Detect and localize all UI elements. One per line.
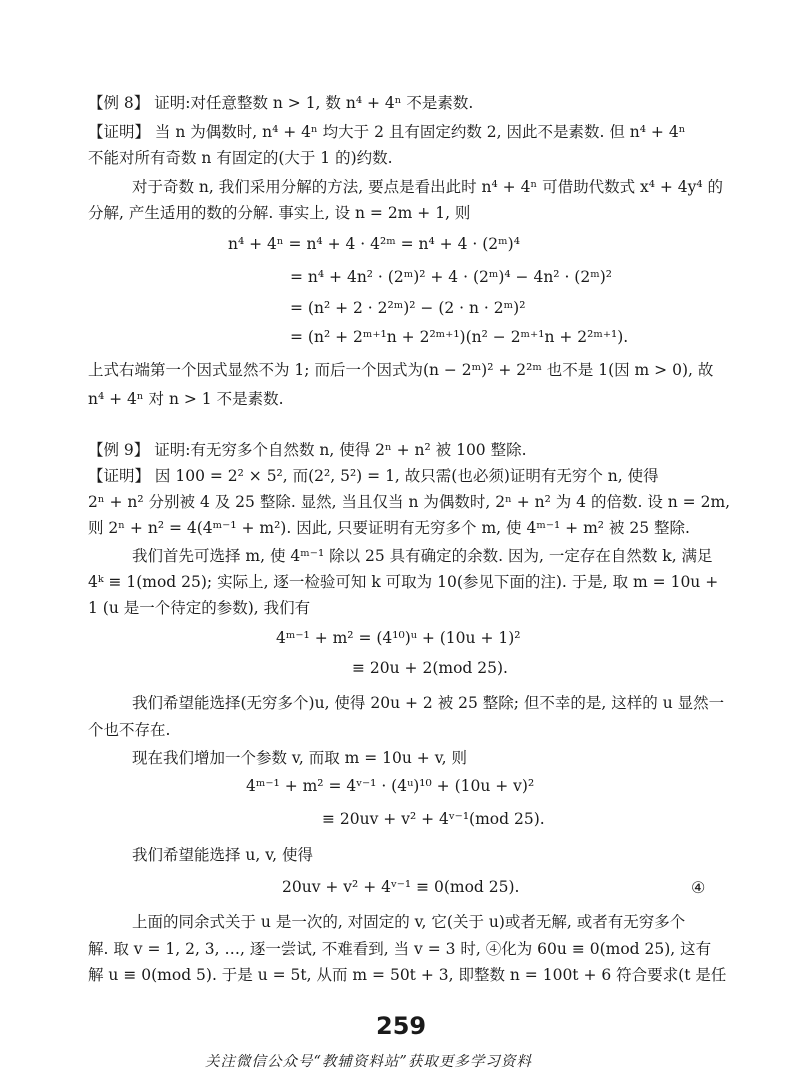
example8-equation: = (n² + 2ᵐ⁺¹n + 2²ᵐ⁺¹)(n² − 2ᵐ⁺¹n + 2²ᵐ⁺¹). [290, 328, 629, 346]
example9-text-line: 我们希望能选择(无穷多个)u, 使得 20u + 2 被 25 整除; 但不幸的是, 这样的 u 显然一 [132, 694, 725, 712]
example9-text-line: 我们希望能选择 u, v, 使得 [132, 846, 314, 864]
page-number: 259 [376, 1012, 427, 1040]
footer-note: 关注微信公众号“教辅资料站”获取更多学习资料 [205, 1054, 532, 1070]
example8-equation: = (n² + 2 · 2²ᵐ)² − (2 · n · 2ᵐ)² [290, 299, 526, 317]
example9-equation: ≡ 20u + 2(mod 25). [352, 659, 508, 677]
equation-number: ④ [691, 878, 706, 897]
example9-text-line: 解 u ≡ 0(mod 5). 于是 u = 5t, 从而 m = 50t + 3, 即整数 n = 100t + 6 符合要求(t 是任 [88, 966, 727, 984]
example8-conclusion-line: 上式右端第一个因式显然不为 1; 而后一个因式为(n − 2ᵐ)² + 2²ᵐ 也不是 1(因 m > 0), 故 [88, 361, 714, 379]
example9-equation: 4ᵐ⁻¹ + m² = 4ᵛ⁻¹ · (4ᵘ)¹⁰ + (10u + v)² [246, 777, 535, 795]
example9-text-line: 个也不存在. [88, 721, 171, 739]
example9-title: 【例 9】 证明:有无穷多个自然数 n, 使得 2ⁿ + n² 被 100 整除. [88, 441, 527, 459]
example9-equation: ≡ 20uv + v² + 4ᵛ⁻¹(mod 25). [322, 810, 545, 828]
example8-equation: n⁴ + 4ⁿ = n⁴ + 4 · 4²ᵐ = n⁴ + 4 · (2ᵐ)⁴ [228, 235, 520, 253]
example9-proof-line: 4ᵏ ≡ 1(mod 25); 实际上, 逐一检验可知 k 可取为 10(参见下面的注). 于是, 取 m = 10u + [88, 573, 719, 591]
example8-proof-line: 分解, 产生适用的数的分解. 事实上, 设 n = 2m + 1, 则 [88, 204, 471, 222]
example8-conclusion-line: n⁴ + 4ⁿ 对 n > 1 不是素数. [88, 390, 284, 408]
example9-proof-line: 则 2ⁿ + n² = 4(4ᵐ⁻¹ + m²). 因此, 只要证明有无穷多个 m, 使 4ᵐ⁻¹ + m² 被 25 整除. [88, 519, 690, 537]
example8-proof-line: 不能对所有奇数 n 有固定的(大于 1 的)约数. [88, 149, 393, 167]
example8-title: 【例 8】 证明:对任意整数 n > 1, 数 n⁴ + 4ⁿ 不是素数. [88, 94, 474, 112]
example9-proof-line: 1 (u 是一个待定的参数), 我们有 [88, 599, 311, 617]
example9-text-line: 上面的同余式关于 u 是一次的, 对固定的 v, 它(关于 u)或者无解, 或者有无穷多个 [132, 913, 686, 931]
example9-equation: 4ᵐ⁻¹ + m² = (4¹⁰)ᵘ + (10u + 1)² [276, 629, 521, 647]
example8-proof-line: 【证明】 当 n 为偶数时, n⁴ + 4ⁿ 均大于 2 且有固定约数 2, 因此不是素数. 但 n⁴ + 4ⁿ [88, 123, 686, 141]
example8-equation: = n⁴ + 4n² · (2ᵐ)² + 4 · (2ᵐ)⁴ − 4n² · (2ᵐ)² [290, 268, 612, 286]
example9-equation-4: 20uv + v² + 4ᵛ⁻¹ ≡ 0(mod 25). [282, 878, 520, 896]
example9-proof-line: 2ⁿ + n² 分别被 4 及 25 整除. 显然, 当且仅当 n 为偶数时, 2ⁿ + n² 为 4 的倍数. 设 n = 2m, [88, 493, 731, 511]
example8-proof-line: 对于奇数 n, 我们采用分解的方法, 要点是看出此时 n⁴ + 4ⁿ 可借助代数式 x⁴ + 4y⁴ 的 [132, 178, 724, 196]
example9-proof-line: 我们首先可选择 m, 使 4ᵐ⁻¹ 除以 25 具有确定的余数. 因为, 一定存在自然数 k, 满足 [132, 547, 713, 565]
example9-text-line: 现在我们增加一个参数 v, 而取 m = 10u + v, 则 [132, 749, 467, 767]
example9-text-line: 解. 取 v = 1, 2, 3, …, 逐一尝试, 不难看到, 当 v = 3 时, ④化为 60u ≡ 0(mod 25), 这有 [88, 940, 712, 958]
example9-proof-line: 【证明】 因 100 = 2² × 5², 而(2², 5²) = 1, 故只需(也必须)证明有无穷个 n, 使得 [88, 467, 659, 485]
